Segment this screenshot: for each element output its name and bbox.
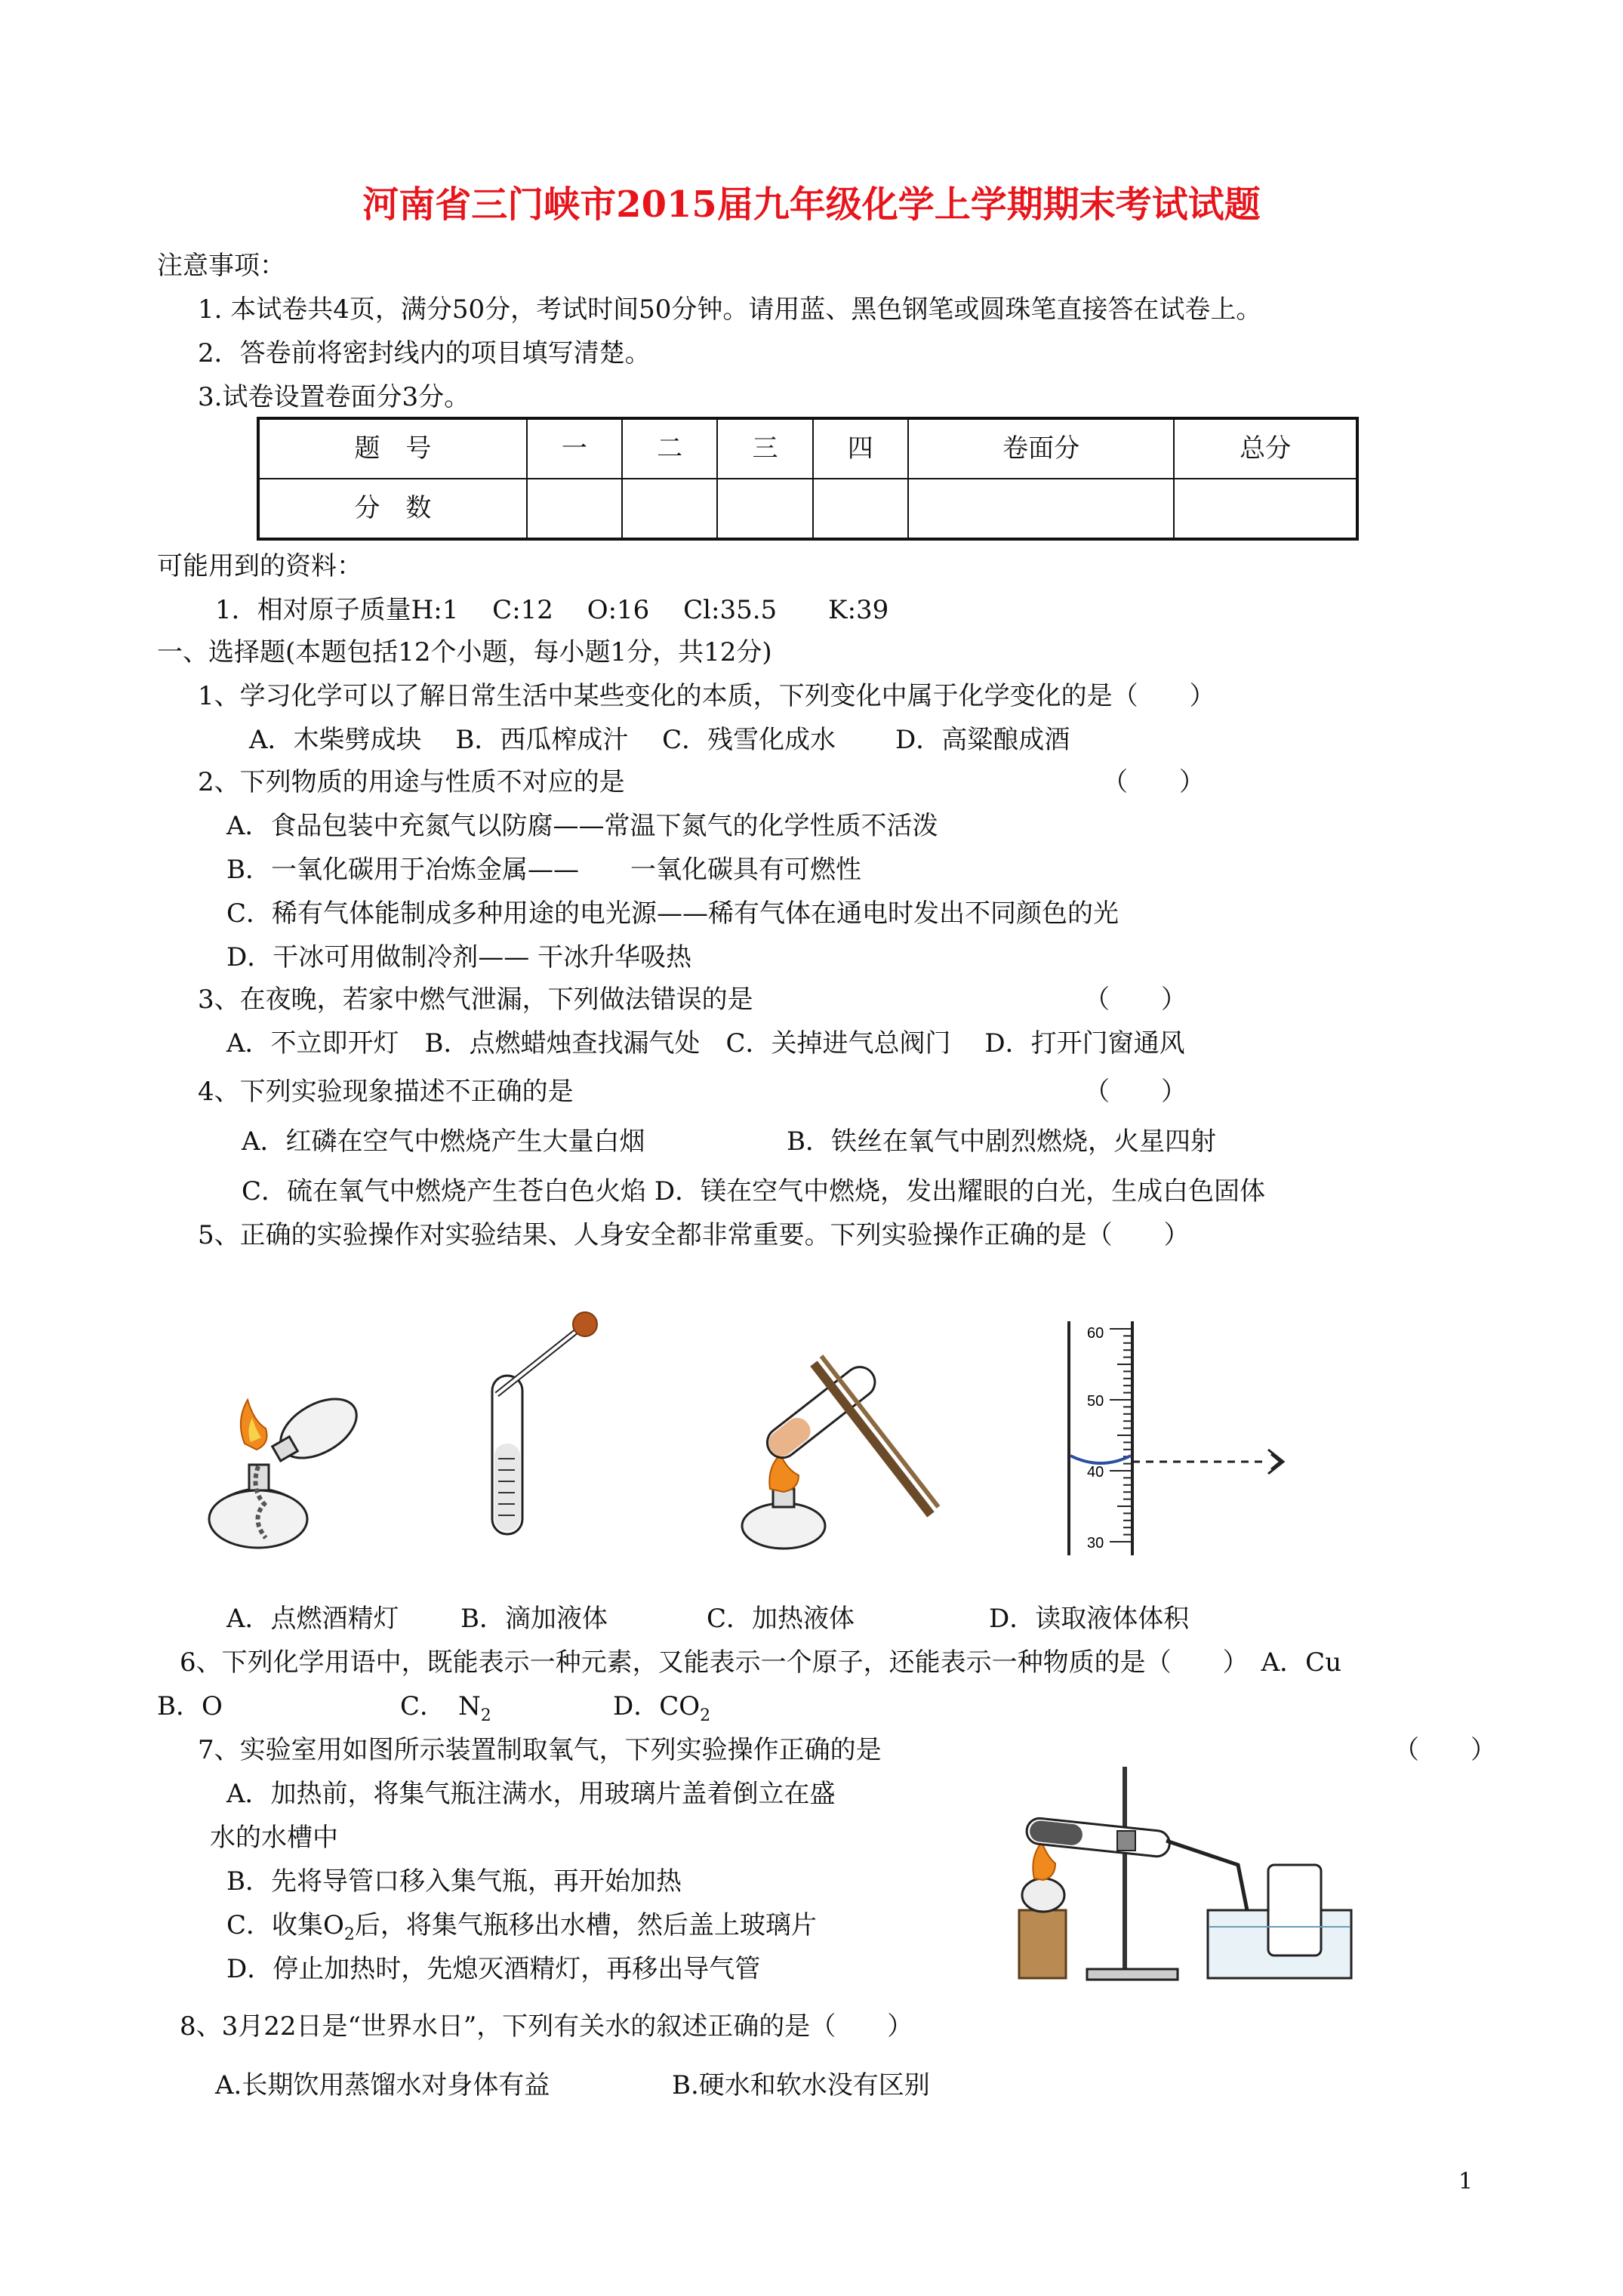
q6-option-c-text: C． N bbox=[400, 1691, 481, 1721]
q7-option-c bbox=[226, 1909, 817, 1952]
q7-stem: 7、实验室用如图所示装置制取氧气，下列实验操作正确的是 bbox=[198, 1735, 882, 1765]
q2-option-d: D．干冰可用做制冷剂—— 干冰升华吸热 bbox=[226, 942, 692, 972]
heating-liquid-figure bbox=[723, 1341, 950, 1560]
q3-options: A．不立即开灯 B．点燃蜡烛查找漏气处 C．关掉进气总阀门 D．打开门窗通风 bbox=[226, 1028, 1185, 1059]
score-table-header: 一 bbox=[527, 418, 622, 479]
cylinder-tick-label: 40 bbox=[1087, 1464, 1104, 1481]
score-table-score-row bbox=[258, 479, 1357, 539]
score-table-header-row bbox=[258, 418, 1357, 479]
q8-option-a: A.长期饮用蒸馏水对身体有益 bbox=[215, 2070, 550, 2100]
score-cell[interactable] bbox=[1174, 479, 1357, 539]
cylinder-tick-label: 50 bbox=[1087, 1393, 1104, 1410]
score-table-header: 二 bbox=[622, 418, 717, 479]
resources-line: 1．相对原子质量H:1 C:12 O:16 Cl:35.5 K:39 bbox=[215, 595, 889, 625]
q1-stem: 1、学习化学可以了解日常生活中某些变化的本质，下列变化中属于化学变化的是（ ） bbox=[198, 681, 1215, 711]
q6-option-c bbox=[400, 1690, 491, 1733]
q6-option-c-sub: 2 bbox=[480, 1706, 491, 1725]
q5-stem: 5、正确的实验操作对实验结果、人身安全都非常重要。下列实验操作正确的是（ ） bbox=[198, 1220, 1190, 1250]
q5-label-d: D．读取液体体积 bbox=[989, 1604, 1190, 1634]
score-cell[interactable] bbox=[813, 479, 908, 539]
q2-option-b: B．一氧化碳用于冶炼金属—— 一氧化碳具有可燃性 bbox=[226, 855, 861, 885]
q8-option-b: B.硬水和软水没有区别 bbox=[672, 2070, 930, 2100]
q7-option-c-pre: C．收集O bbox=[226, 1910, 344, 1940]
q6-option-d bbox=[613, 1690, 710, 1733]
q5-label-b: B．滴加液体 bbox=[460, 1604, 608, 1634]
resources-heading: 可能用到的资料： bbox=[157, 551, 362, 581]
notice-heading: 注意事项： bbox=[157, 251, 285, 281]
q4-stem: 4、下列实验现象描述不正确的是 bbox=[198, 1077, 574, 1107]
q8-stem: 8、3月22日是“世界水日”，下列有关水的叙述正确的是（ ） bbox=[180, 2011, 913, 2042]
q7-option-b: B．先将导管口移入集气瓶，再开始加热 bbox=[226, 1866, 682, 1897]
score-cell[interactable] bbox=[527, 479, 622, 539]
q7-bracket: （ ） bbox=[1394, 1735, 1496, 1765]
score-cell[interactable] bbox=[908, 479, 1174, 539]
q6-option-d-text: D．CO bbox=[613, 1691, 701, 1721]
dropper-test-tube-figure bbox=[476, 1308, 627, 1557]
score-table-row-label: 分 数 bbox=[258, 479, 527, 539]
page-number: 1 bbox=[1458, 2168, 1474, 2195]
q7-option-c-sub: 2 bbox=[343, 1925, 355, 1944]
score-table-header: 卷面分 bbox=[908, 418, 1174, 479]
q3-stem: 3、在夜晚，若家中燃气泄漏，下列做法错误的是 bbox=[198, 985, 753, 1015]
cylinder-tick-label: 30 bbox=[1087, 1535, 1104, 1552]
q4-option-cd: C．硫在氧气中燃烧产生苍白色火焰 D．镁在空气中燃烧，发出耀眼的白光，生成白色固体 bbox=[242, 1176, 1266, 1207]
alcohol-lamp-lighting-figure bbox=[198, 1368, 371, 1557]
q1-options: A．木柴劈成块 B．西瓜榨成汁 C．残雪化成水 D．高粱酿成酒 bbox=[249, 725, 1070, 755]
q4-option-b: B．铁丝在氧气中剧烈燃烧，火星四射 bbox=[787, 1126, 1216, 1157]
score-table-header: 总分 bbox=[1174, 418, 1357, 479]
page-title: 河南省三门峡市2015届九年级化学上学期期末考试试题 bbox=[362, 183, 1261, 226]
score-table-header: 三 bbox=[717, 418, 812, 479]
notice-item-2: 2．答卷前将密封线内的项目填写清楚。 bbox=[198, 338, 651, 368]
score-cell[interactable] bbox=[717, 479, 812, 539]
score-table bbox=[257, 417, 1359, 541]
q4-option-a: A．红磷在空气中燃烧产生大量白烟 bbox=[242, 1126, 645, 1157]
cylinder-tick-label: 60 bbox=[1087, 1325, 1104, 1342]
q3-bracket: （ ） bbox=[1084, 985, 1187, 1015]
notice-item-1: 1. 本试卷共4页，满分50分，考试时间50分钟。请用蓝、黑色钢笔或圆珠笔直接答在试卷上。 bbox=[198, 294, 1262, 325]
q6-option-d-sub: 2 bbox=[700, 1706, 711, 1725]
q7-option-a-line1: A．加热前，将集气瓶注满水，用玻璃片盖着倒立在盛 bbox=[226, 1779, 836, 1809]
q5-label-c: C．加热液体 bbox=[707, 1604, 855, 1634]
score-cell[interactable] bbox=[622, 479, 717, 539]
notice-item-3: 3.试卷设置卷面分3分。 bbox=[198, 382, 470, 412]
q6-option-b: B．O bbox=[157, 1691, 223, 1721]
oxygen-apparatus-figure bbox=[1012, 1752, 1359, 1986]
q2-option-c: C．稀有气体能制成多种用途的电光源——稀有气体在通电时发出不同颜色的光 bbox=[226, 898, 1119, 929]
q7-option-c-post: 后，将集气瓶移出水槽，然后盖上玻璃片 bbox=[354, 1910, 817, 1940]
q6-stem: 6、下列化学用语中，既能表示一种元素，又能表示一个原子，还能表示一种物质的是（ ） A．Cu bbox=[180, 1647, 1342, 1678]
section-heading: 一、选择题(本题包括12个小题，每小题1分，共12分) bbox=[157, 637, 772, 667]
q5-label-a: A．点燃酒精灯 bbox=[226, 1604, 399, 1634]
score-table-header: 题 号 bbox=[258, 418, 527, 479]
graduated-cylinder-figure bbox=[1057, 1321, 1298, 1563]
q2-bracket: （ ） bbox=[1102, 767, 1205, 797]
q7-option-d: D．停止加热时，先熄灭酒精灯，再移出导气管 bbox=[226, 1954, 761, 1984]
q4-bracket: （ ） bbox=[1084, 1077, 1187, 1107]
score-table-header: 四 bbox=[813, 418, 908, 479]
q7-option-a-line2: 水的水槽中 bbox=[210, 1823, 338, 1853]
q2-option-a: A．食品包装中充氮气以防腐——常温下氮气的化学性质不活泼 bbox=[226, 811, 938, 841]
q2-stem: 2、下列物质的用途与性质不对应的是 bbox=[198, 767, 625, 797]
